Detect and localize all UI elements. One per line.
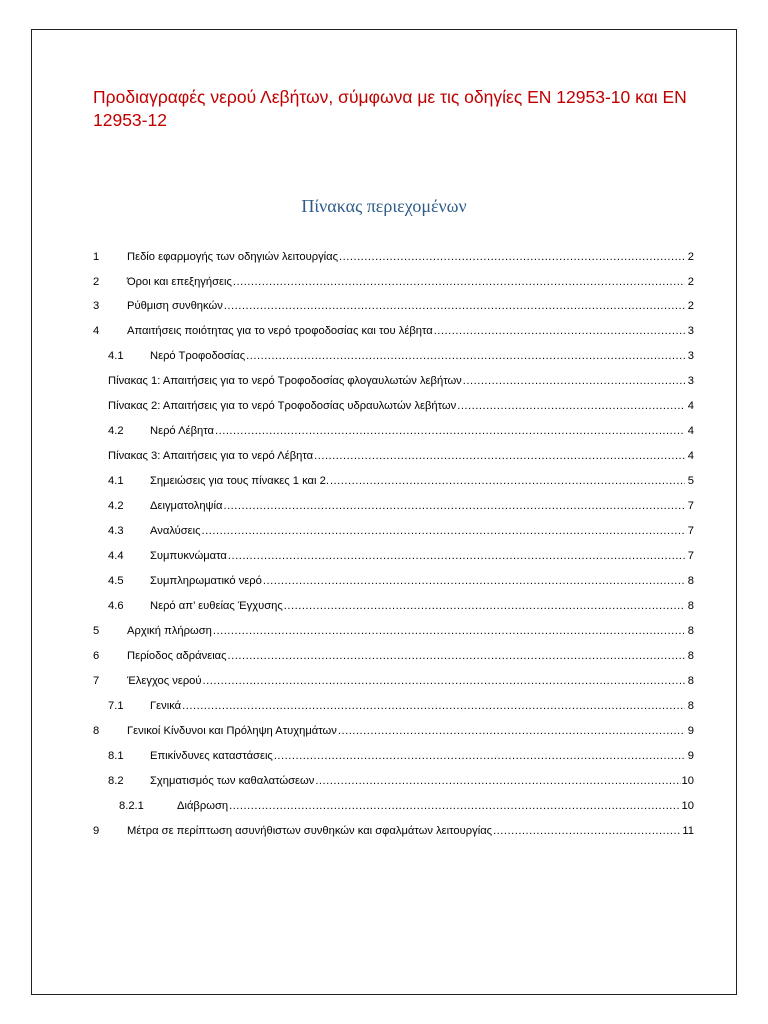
toc-leader [228,650,685,662]
toc-entry-page: 10 [681,775,694,787]
toc-entry[interactable] [108,700,694,716]
toc-entry[interactable] [108,475,694,491]
toc-entry[interactable] [108,400,694,416]
toc-entry-title: Νερό Λέβητα [150,425,214,437]
toc-entry-number: 4.2 [108,500,124,512]
toc-entry-page: 8 [687,625,694,637]
toc-entry[interactable] [119,800,694,816]
toc-entry-number: 4.1 [108,475,124,487]
toc-leader [246,350,685,362]
toc-entry-number: 8.2.1 [119,800,144,812]
toc-leader [223,500,685,512]
toc-entry-number: 3 [93,300,100,312]
toc-entry-number: 1 [93,251,100,263]
toc-entry[interactable] [108,450,694,466]
toc-entry-number: 4.5 [108,575,124,587]
toc-entry-page: 11 [682,825,694,837]
toc-entry-title: Μέτρα σε περίπτωση ασυνήθιστων συνθηκών και σφαλμάτων λειτουργίας [127,825,493,837]
toc-entry[interactable] [93,825,694,841]
toc-entry-number: 6 [93,650,100,662]
toc-entry-title: Νερό Τροφοδοσίας [150,350,246,362]
toc-entry[interactable] [108,375,694,391]
toc-entry[interactable] [108,550,694,566]
toc-entry-number: 8 [93,725,100,737]
toc-entry-page: 2 [687,276,694,288]
toc-entry[interactable] [108,600,694,616]
toc-entry-page: 7 [687,525,694,537]
toc-leader [233,276,685,288]
toc-leader [182,700,685,712]
toc-entry-page: 5 [687,475,694,487]
toc-entry-page: 4 [687,425,694,437]
toc-entry[interactable] [108,350,694,366]
toc-entry[interactable] [108,575,694,591]
toc-entry-title: Γενικοί Κίνδυνοι και Πρόληψη Ατυχημάτων [127,725,337,737]
toc-entry-title: Απαιτήσεις ποιότητας για το νερό τροφοδοσίας και του λέβητα [127,325,433,337]
toc-entry-page: 8 [687,575,694,587]
toc-entry-page: 2 [687,251,694,263]
toc-entry-title: Σχηματισμός των καθαλατώσεων [150,775,315,787]
toc-entry-title: Έλεγχος νερού [127,675,202,687]
toc-entry-title: Πίνακας 1: Απαιτήσεις για το νερό Τροφοδοσίας φλογαυλωτών λεβήτων [108,375,462,387]
toc-leader [215,425,685,437]
toc-leader [284,600,685,612]
toc-leader [339,251,685,263]
toc-entry-number: 2 [93,276,100,288]
toc-entry[interactable] [108,775,694,791]
toc-entry-page: 9 [687,750,694,762]
toc-entry[interactable] [108,750,694,766]
toc-leader [338,725,685,737]
toc-leader [314,450,685,462]
toc-entry-title: Γενικά [150,700,182,712]
toc-entry[interactable] [93,725,694,741]
toc-entry-number: 9 [93,825,100,837]
toc-entry-title: Δειγματοληψία [150,500,223,512]
toc-leader [463,375,685,387]
toc-entry-title: Περίοδος αδράνειας [127,650,227,662]
toc-entry-number: 5 [93,625,100,637]
toc-entry-page: 7 [687,550,694,562]
toc-entry-page: 4 [687,400,694,412]
toc-leader [228,550,685,562]
toc-entry-title: Όροι και επεξηγήσεις [127,276,232,288]
toc-entry-page: 8 [687,600,694,612]
toc-entry-page: 3 [687,325,694,337]
toc-entry-title: Επικίνδυνες καταστάσεις [150,750,273,762]
toc-entry-page: 3 [687,350,694,362]
toc-entry-title: Αρχική πλήρωση [127,625,212,637]
toc-entry[interactable] [93,325,694,341]
toc-leader [224,300,685,312]
toc-entry[interactable] [108,425,694,441]
toc-entry-page: 9 [687,725,694,737]
toc-entry-page: 8 [687,650,694,662]
toc-entry-page: 8 [687,675,694,687]
toc-heading: Πίνακας περιεχομένων [301,196,467,216]
toc-entry-title: Πίνακας 2: Απαιτήσεις για το νερό Τροφοδοσίας υδραυλωτών λεβήτων [108,400,457,412]
toc-entry-page: 10 [681,800,694,812]
toc-entry[interactable] [93,251,694,267]
toc-entry-title: Πεδίο εφαρμογής των οδηγιών λειτουργίας [127,251,339,263]
toc-entry-title: Σημειώσεις για τους πίνακες 1 και 2. [150,475,329,487]
toc-leader [274,750,685,762]
toc-entry-number: 7.1 [108,700,124,712]
toc-entry[interactable] [93,276,694,292]
toc-entry-title: Ρύθμιση συνθηκών [127,300,223,312]
toc-leader [493,825,681,837]
toc-entry-number: 4.2 [108,425,124,437]
toc-entry-title: Πίνακας 3: Απαιτήσεις για το νερό Λέβητα [108,450,314,462]
toc-entry-number: 4.1 [108,350,124,362]
toc-entry-title: Συμπυκνώματα [150,550,227,562]
toc-entry-page: 7 [687,500,694,512]
toc-leader [263,575,685,587]
toc-entry-page: 8 [687,700,694,712]
toc-entry-title: Συμπληρωματικό νερό [150,575,262,587]
toc-leader [202,525,685,537]
toc-entry[interactable] [108,525,694,541]
toc-leader [315,775,680,787]
toc-entry-title: Νερό απ’ ευθείας Έγχυσης [150,600,283,612]
toc-entry-number: 4 [93,325,100,337]
toc-leader [434,325,685,337]
toc-leader [229,800,680,812]
toc-entry[interactable] [93,625,694,641]
toc-leader [213,625,685,637]
toc-entry-title: Διάβρωση [177,800,229,812]
toc-entry-number: 4.6 [108,600,124,612]
toc-leader [330,475,685,487]
toc-entry-page: 4 [687,450,694,462]
toc-entry[interactable] [93,675,694,691]
toc-entry-title: Αναλύσεις [150,525,201,537]
toc-entry[interactable] [108,500,694,516]
toc-entry-number: 4.4 [108,550,124,562]
toc-leader [203,675,685,687]
toc-entry-page: 3 [687,375,694,387]
toc-entry-number: 8.2 [108,775,124,787]
toc-entry-number: 8.1 [108,750,124,762]
document-title: Προδιαγραφές νερού Λεβήτων, σύμφωνα με τις οδηγίες EN 12953-10 και EN 12953-12 [93,87,687,130]
toc-entry[interactable] [93,300,694,316]
toc-entry-page: 2 [687,300,694,312]
toc-entry-number: 7 [93,675,100,687]
toc-leader [457,400,685,412]
toc-entry-number: 4.3 [108,525,124,537]
toc-entry[interactable] [93,650,694,666]
